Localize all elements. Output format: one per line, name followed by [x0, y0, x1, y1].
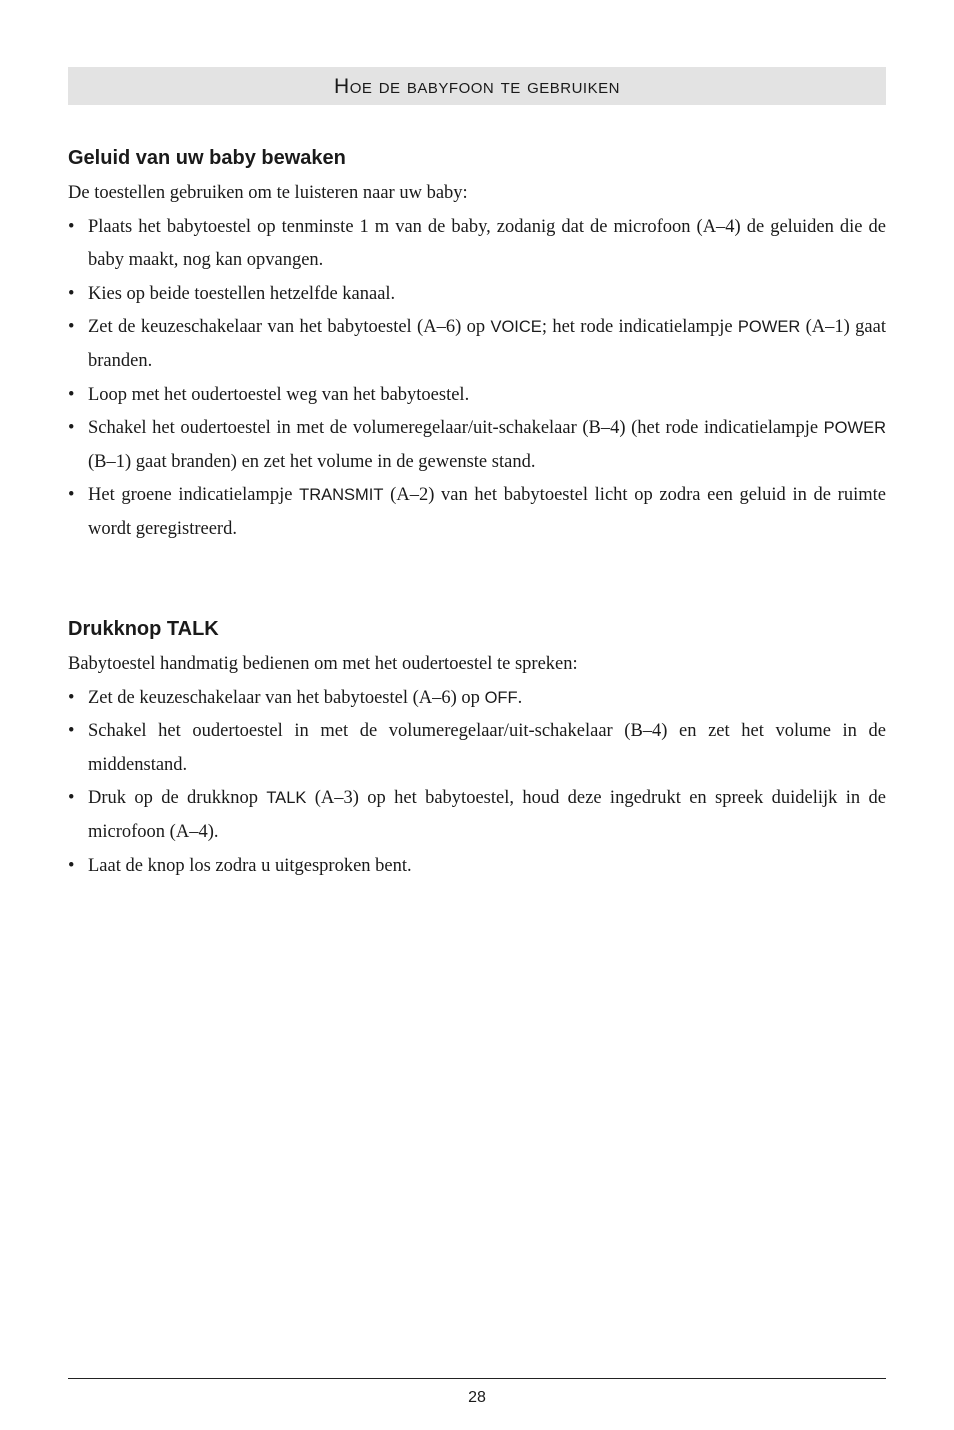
- list-item: [68, 715, 886, 782]
- bullet-text: Druk op de drukknop: [88, 788, 267, 809]
- list-item: [68, 479, 886, 546]
- bullet-text: Zet de keuzeschakelaar van het babytoestel (A–6) op: [88, 687, 485, 708]
- bullet-text: Schakel het oudertoestel in met de volumeregelaar/uit-schakelaar (B–4) (het rode indicatielampje: [88, 418, 824, 439]
- bullet-text: Schakel het oudertoestel in met de volumeregelaar/uit-schakelaar (B–4) en zet het volume in de middenstand.: [88, 721, 886, 775]
- bullet-text: (A–1) gaat branden.: [88, 317, 886, 371]
- bullet-text: .: [517, 687, 523, 708]
- bullet-text: Zet de keuzeschakelaar van het babytoestel (A–6) op: [88, 317, 491, 338]
- list-item: [68, 311, 886, 378]
- keyword-talk: TALK: [266, 789, 307, 808]
- bullet-text: (A–2) van het babytoestel licht op zodra een geluid in de ruimte wordt geregistreerd.: [88, 485, 886, 539]
- keyword-voice: VOICE: [490, 318, 542, 337]
- page-number: 28: [468, 1389, 486, 1406]
- list-item: [68, 412, 886, 479]
- section-talk-button: [68, 616, 886, 883]
- bullet-text: Kies op beide toestellen hetzelfde kanaal.: [88, 283, 396, 304]
- section-intro: De toestellen gebruiken om te luisteren naar uw baby:: [68, 183, 468, 203]
- keyword-off: OFF: [484, 688, 518, 707]
- list-item: [68, 278, 886, 312]
- keyword-power: POWER: [737, 318, 801, 337]
- bullet-text: (B–1) gaat branden) en zet het volume in de gewenste stand.: [88, 451, 536, 472]
- bullet-list: [68, 682, 886, 884]
- list-item: [68, 211, 886, 278]
- bullet-text: Het groene indicatielampje: [88, 485, 300, 506]
- list-item: [68, 782, 886, 849]
- page-title: Hoe de babyfoon te gebruiken: [334, 75, 620, 98]
- bullet-text: Laat de knop los zodra u uitgesproken bent.: [88, 855, 412, 876]
- section-intro: Babytoestel handmatig bedienen om met het oudertoestel te spreken:: [68, 654, 578, 674]
- bullet-list: [68, 211, 886, 547]
- list-item: [68, 682, 886, 716]
- section-monitor-sound: [68, 145, 886, 547]
- section-heading: Drukknop TALK: [68, 618, 219, 640]
- section-header-bar: [68, 67, 886, 105]
- bullet-text: (A–3) op het babytoestel, houd deze ingedrukt en spreek duidelijk in de microfoon (A–4).: [88, 788, 886, 842]
- list-item: [68, 850, 886, 884]
- section-heading: Geluid van uw baby bewaken: [68, 147, 346, 169]
- bullet-text: Plaats het babytoestel op tenminste 1 m van de baby, zodanig dat de microfoon (A–4) de geluiden die de baby maakt, nog kan opvangen.: [88, 216, 886, 271]
- keyword-transmit: TRANSMIT: [299, 486, 384, 505]
- bullet-text: ; het rode indicatielampje: [541, 317, 738, 338]
- footer-divider: [68, 1378, 886, 1379]
- list-item: [68, 379, 886, 413]
- bullet-text: Loop met het oudertoestel weg van het babytoestel.: [88, 384, 470, 405]
- keyword-power: POWER: [823, 419, 886, 438]
